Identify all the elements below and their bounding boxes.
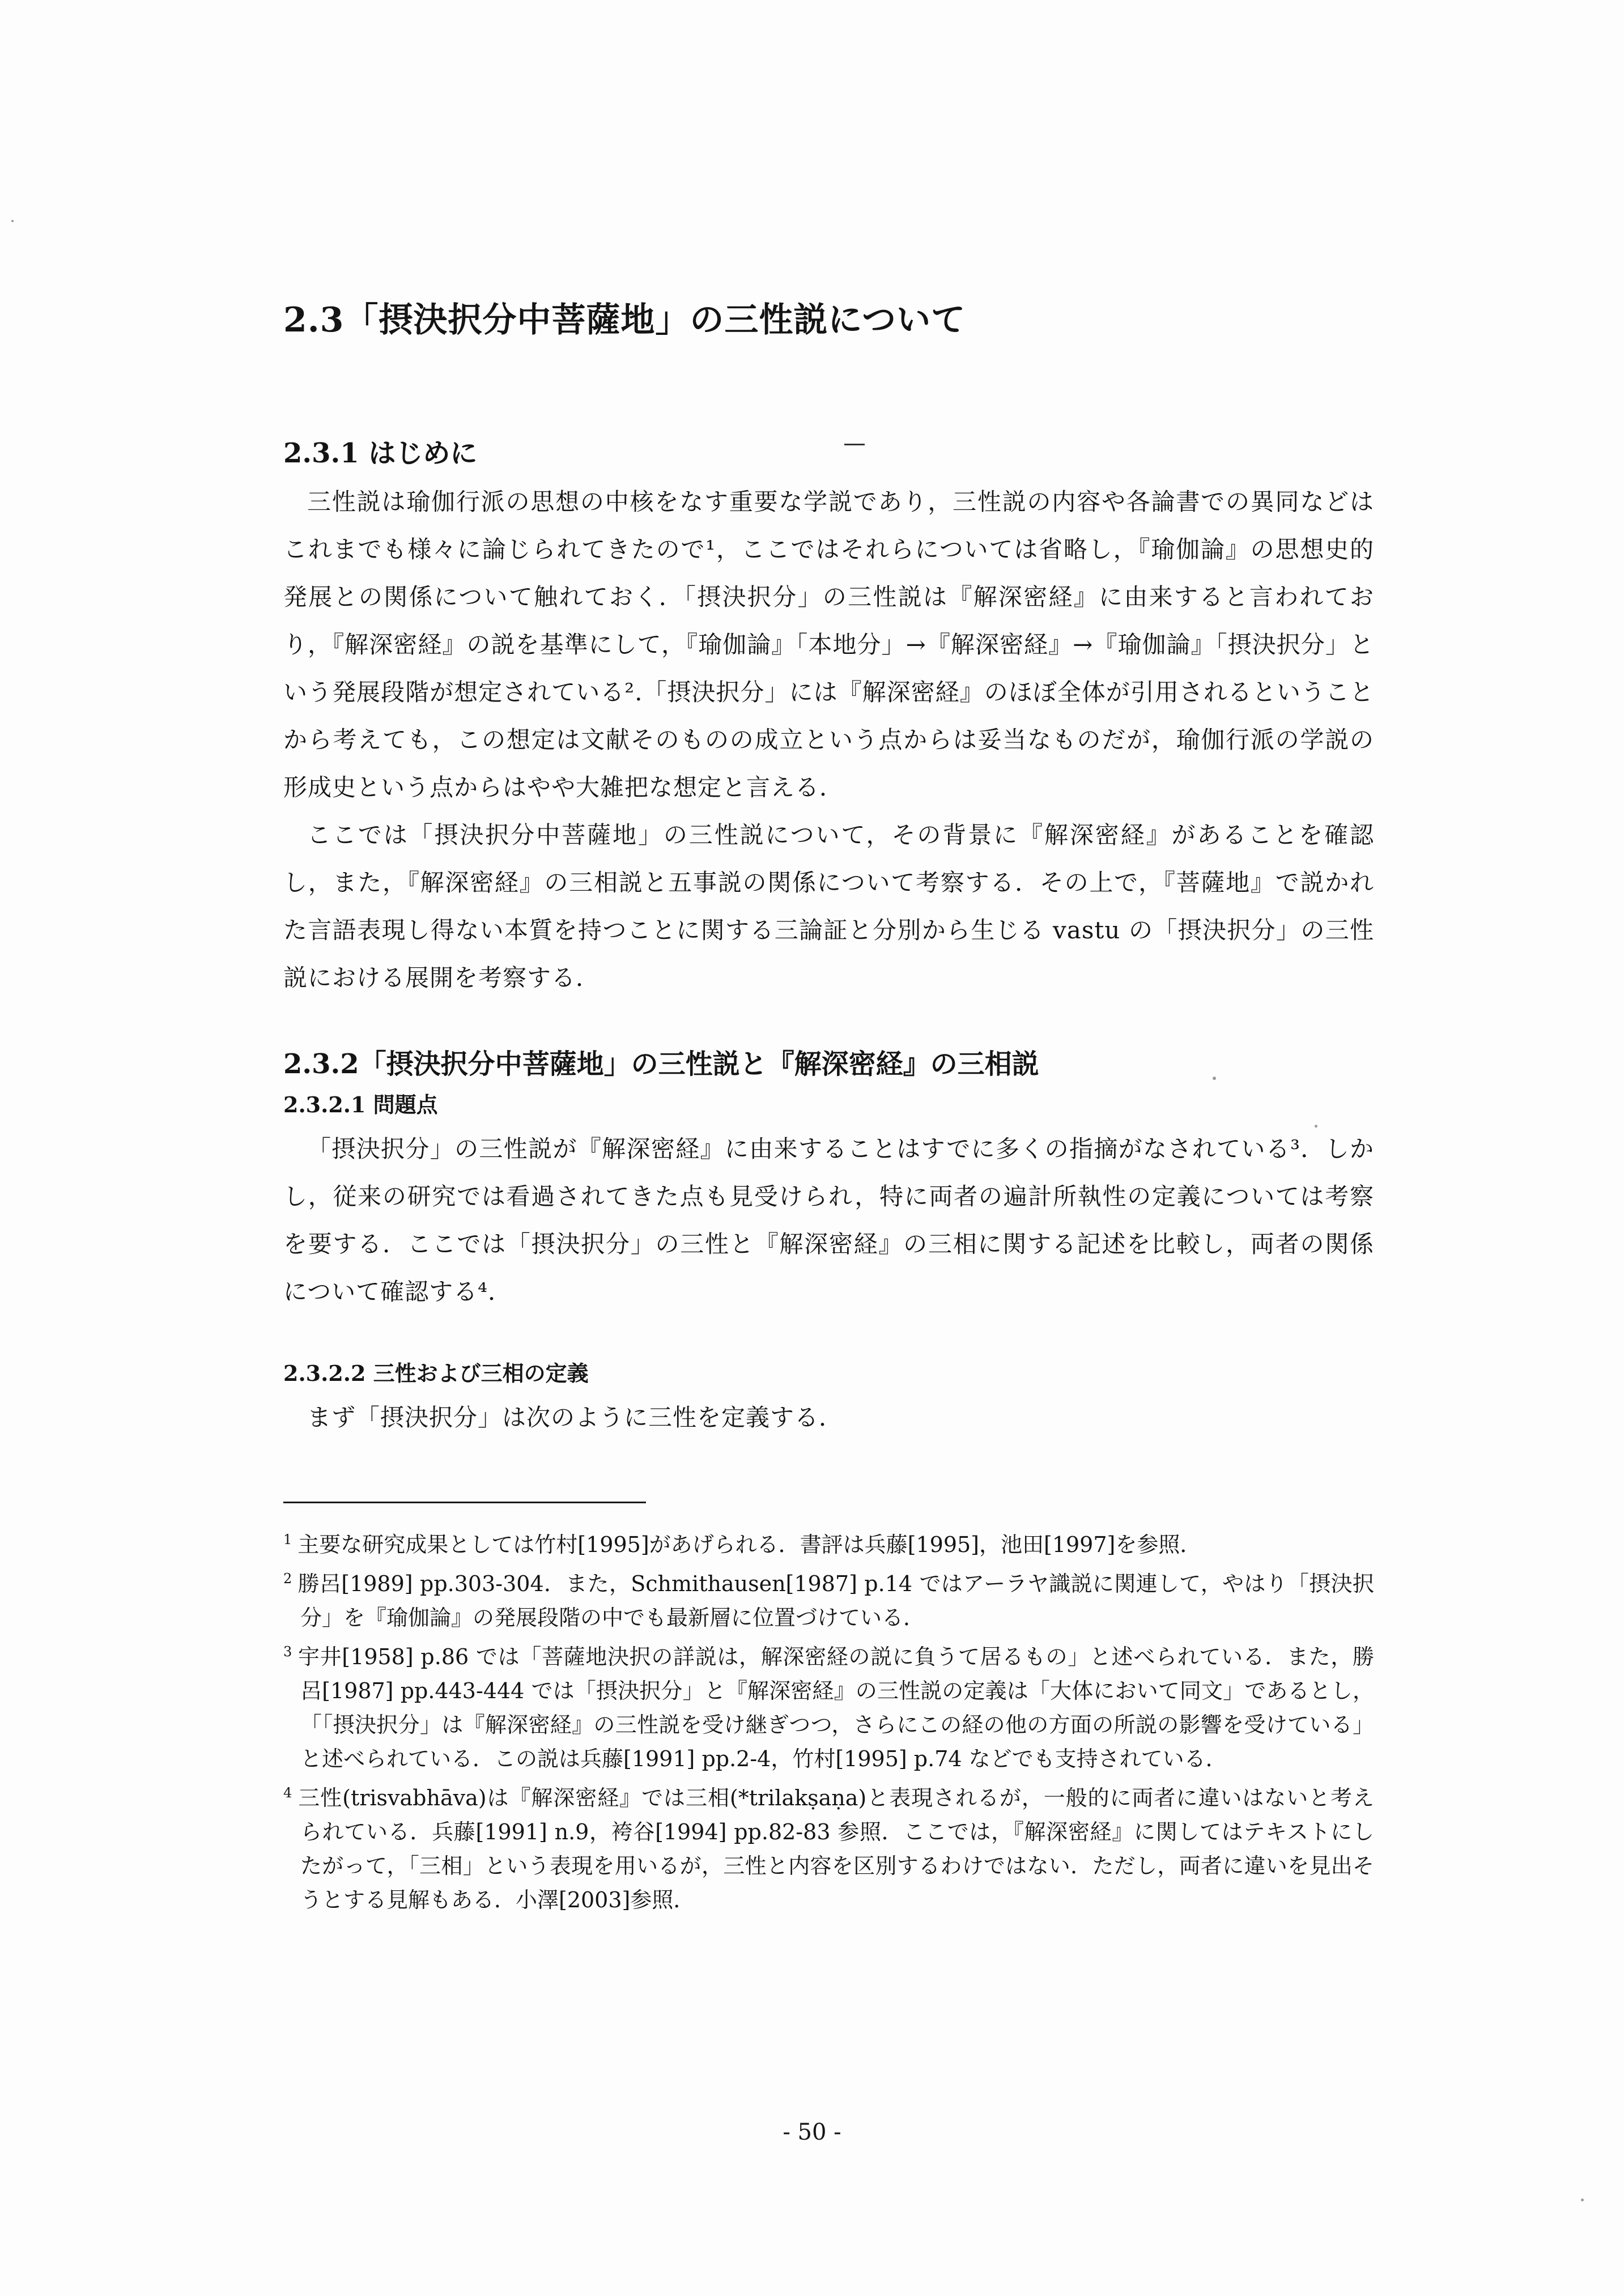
footnote-number: 4	[283, 1785, 292, 1801]
intro-heading: 2.3.1 はじめに	[283, 437, 478, 469]
footnote-text: 主要な研究成果としては竹村[1995]があげられる．書評は兵藤[1995]，池田[1997]を参照．	[297, 1532, 1202, 1557]
footnote-number: 2	[283, 1571, 292, 1587]
main-content	[283, 295, 1374, 1442]
scan-speck	[11, 220, 14, 222]
footnotes	[283, 1502, 1374, 1917]
footnote-number: 1	[283, 1532, 292, 1547]
intro-paragraph-2: ここでは「摂決択分中菩薩地」の三性説について，その背景に『解深密経』があることを確認し，また，『解深密経』の三相説と五事説の関係について考察する．その上で，『菩薩地』で説かれた言語表現し得ない本質を持つことに関する三論証と分別から生じる vastu の「摂決択分」の三性説における展開を考察する．	[283, 821, 1374, 992]
section-2322-heading: 2.3.2.2 三性および三相の定義	[283, 1360, 589, 1386]
section-2321-paragraph: 「摂決択分」の三性説が『解深密経』に由来することはすでに多くの指摘がなされている³．しかし，従来の研究では看過されてきた点も見受けられ，特に両者の遍計所執性の定義については考察を要する．ここでは「摂決択分」の三性と『解深密経』の三相に関する記述を比較し，両者の関係について確認する⁴．	[283, 1135, 1374, 1306]
footnote-text: 三性(trisvabhāva)は『解深密経』では三相(*trilakṣaṇa)と表現されるが，一般的に両者に違いはないと考えられている．兵藤[1991] n.9，袴谷[1994] pp.82-83 参照．ここでは，『解深密経』に関してはテキストにしたがって，「三相」という表現を用いるが，三性と内容を区別するわけではない．ただし，両者に違いを見出そうとする見解もある．小澤[2003]参照．	[297, 1785, 1374, 1912]
intro-paragraph-1: 三性説は瑜伽行派の思想の中核をなす重要な学説であり，三性説の内容や各論書での異同などはこれまでも様々に論じられてきたので¹，ここではそれらについては省略し，『瑜伽論』の思想史的発展との関係について触れておく．「摂決択分」の三性説は『解深密経』に由来すると言われており，『解深密経』の説を基準にして，『瑜伽論』「本地分」→『解深密経』→『瑜伽論』「摂決択分」という発展段階が想定されている².「摂決択分」には『解深密経』のほぼ全体が引用されるということから考えても，この想定は文献そのものの成立という点からは妥当なものだが，瑜伽行派の学説の形成史という点からはやや大雑把な想定と言える．	[283, 488, 1374, 801]
page-number: - 50 -	[783, 2119, 841, 2145]
footnote-number: 3	[283, 1644, 292, 1660]
section-2321-heading: 2.3.2.1 問題点	[283, 1092, 438, 1117]
footnote-3	[283, 1635, 1374, 1776]
section-232-heading: 2.3.2「摂決択分中菩薩地」の三性説と『解深密経』の三相説	[283, 1048, 1039, 1080]
scan-speck	[1581, 2199, 1584, 2201]
footnote-1	[283, 1523, 1374, 1562]
footnote-text: 宇井[1958] p.86 では「菩薩地決択の詳説は，解深密経の説に負うて居るもの」と述べられている．また，勝呂[1987] pp.443-444 では「摂決択分」と『解深密経』の三性説の定義は「大体において同文」であるとし，「「摂決択分」は『解深密経』の三性説を受け継ぎつつ，さらにこの経の他の方面の所説の影響を受けている」と述べられている．この説は兵藤[1991] pp.2-4，竹村[1995] p.74 などでも支持されている．	[297, 1644, 1374, 1771]
footnote-4	[283, 1776, 1374, 1917]
footnote-rule	[283, 1502, 646, 1503]
section-title: 2.3「摂決択分中菩薩地」の三性説について	[283, 300, 966, 340]
footnote-2	[283, 1562, 1374, 1635]
section-2322-paragraph: まず「摂決択分」は次のように三性を定義する．	[307, 1404, 844, 1431]
footnote-text: 勝呂[1989] pp.303-304．また，Schmithausen[1987] p.14 ではアーラヤ識説に関連して，やはり「摂決択分」を『瑜伽論』の発展段階の中でも最新層に位置づけている．	[297, 1571, 1374, 1630]
